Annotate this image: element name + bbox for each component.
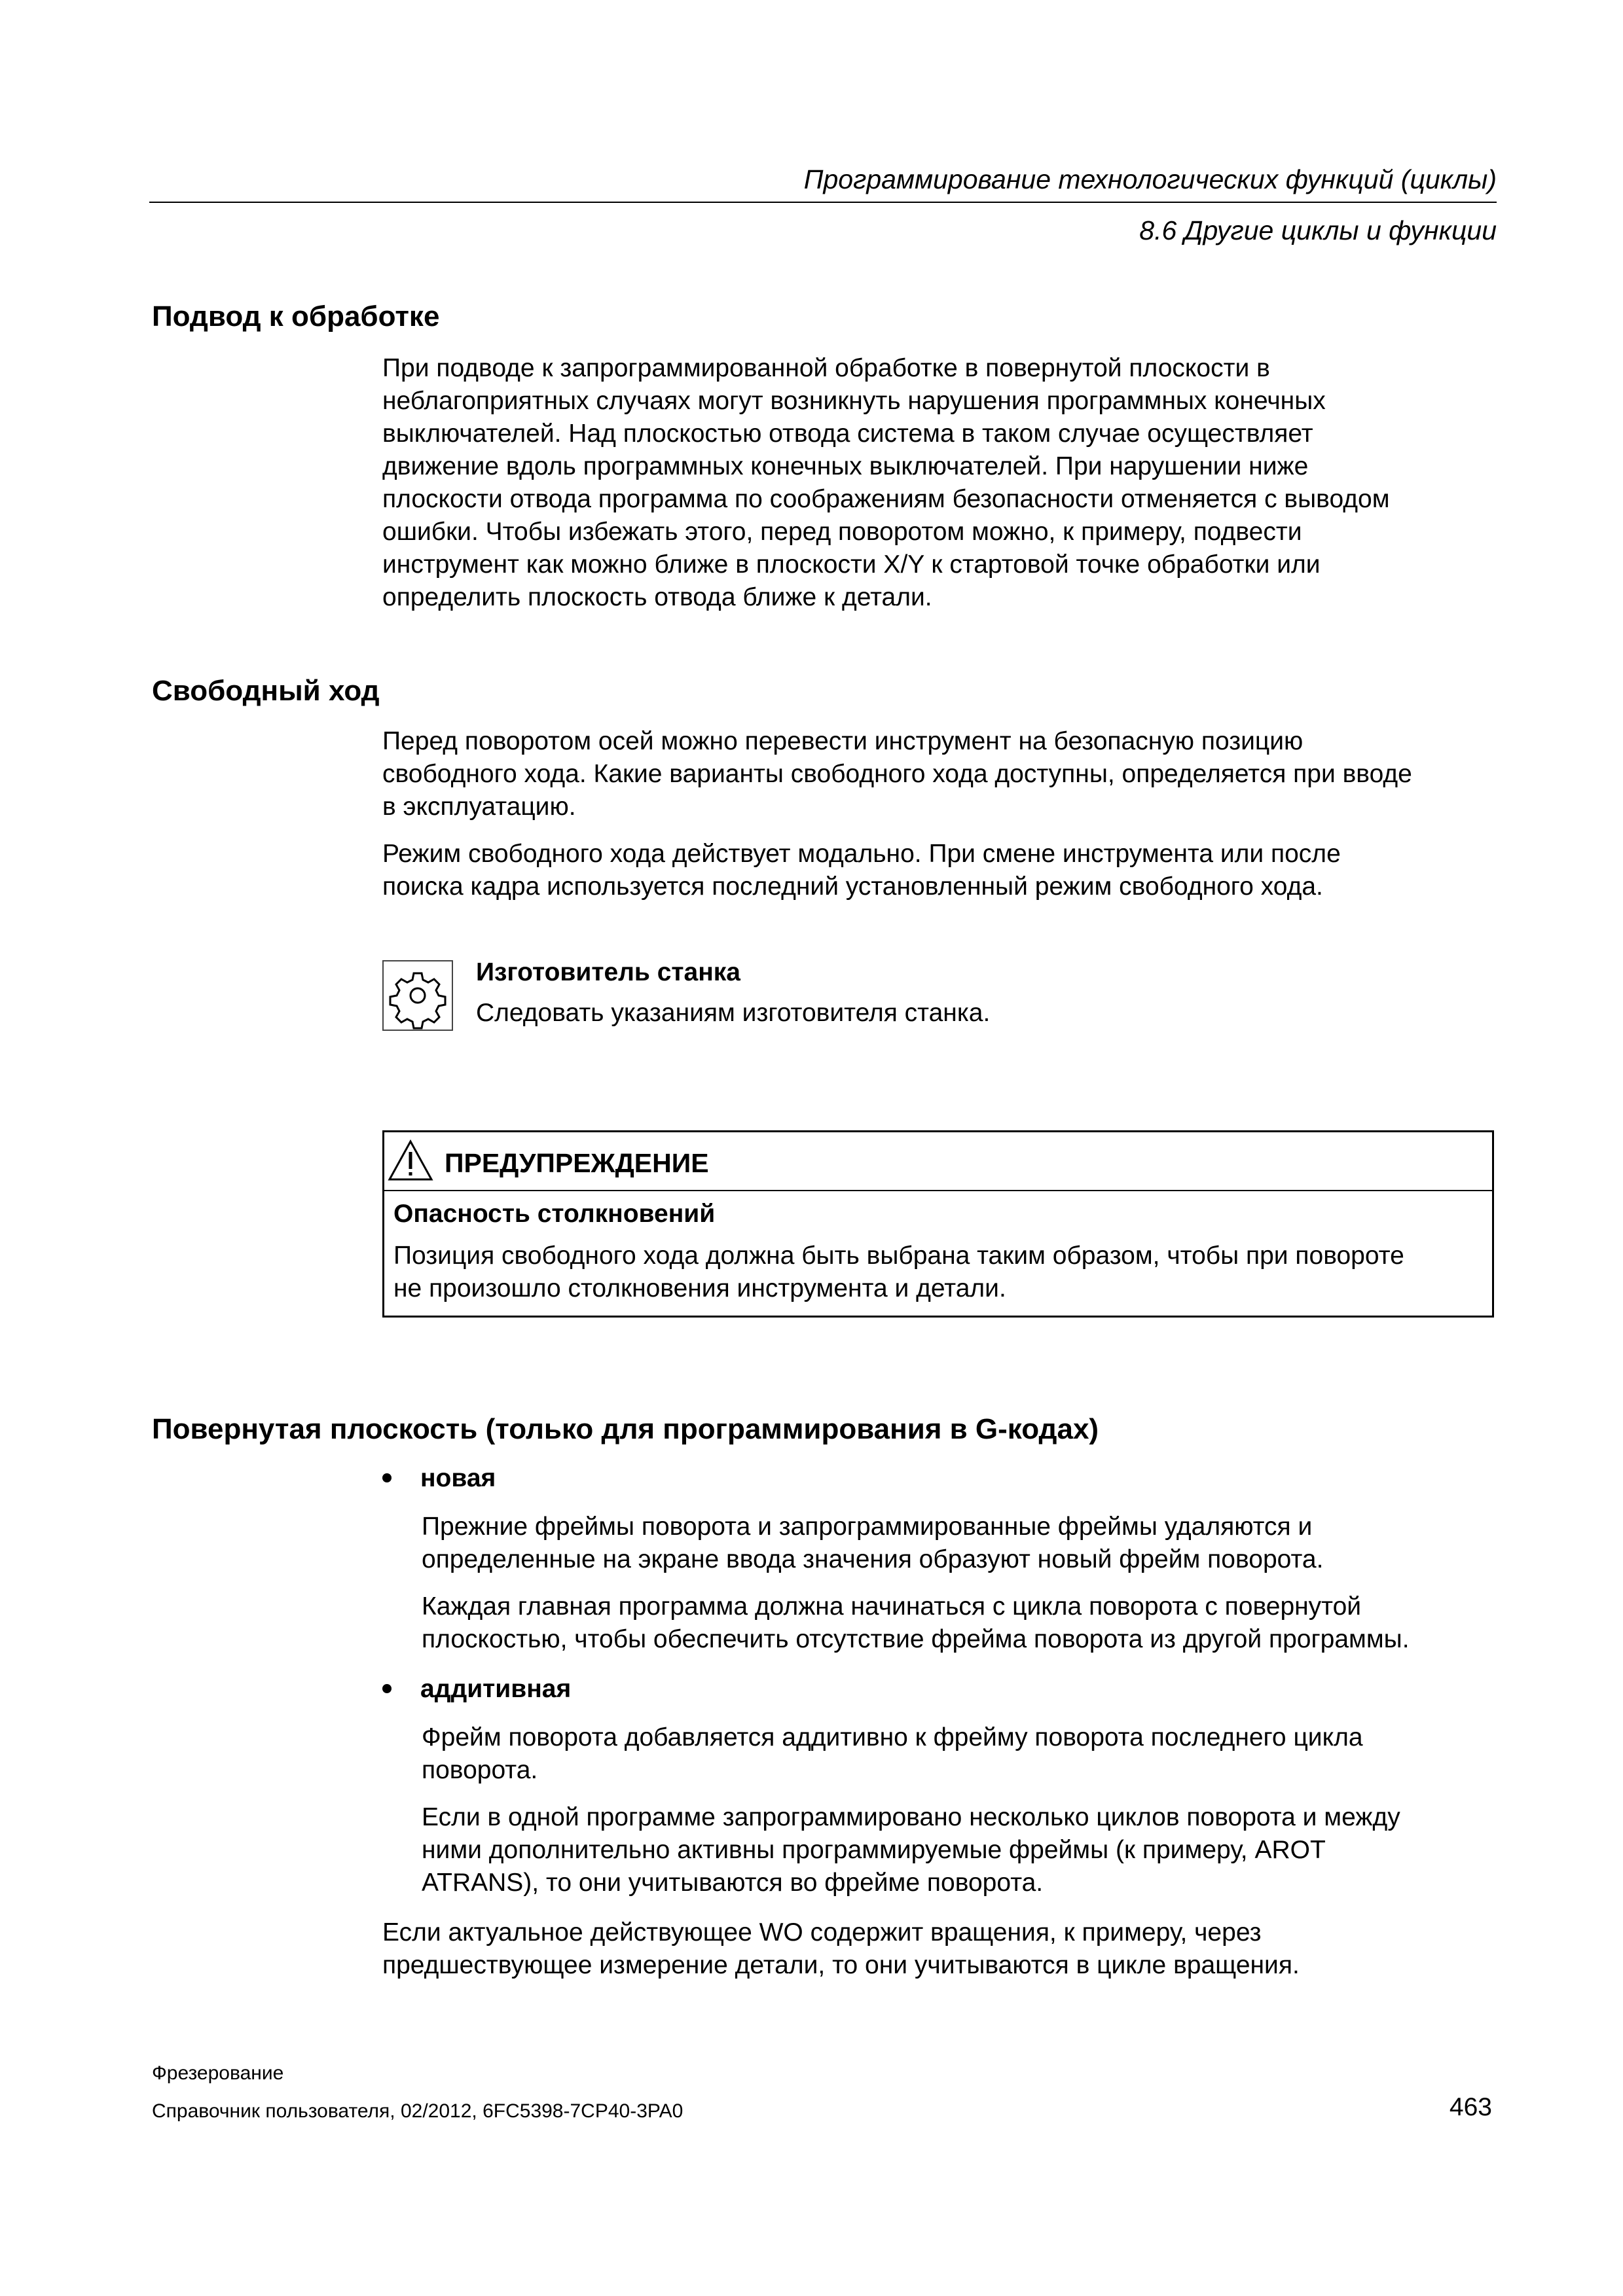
text-line: При подводе к запрограммированной обработке в повернутой плоскости в	[382, 354, 1270, 382]
gear-icon	[382, 960, 453, 1031]
warning-subtitle: Опасность столкновений	[393, 1200, 716, 1228]
warning-title: ПРЕДУПРЕЖДЕНИЕ	[445, 1148, 709, 1178]
text-line: предшествующее измерение детали, то они учитываются в цикле вращения.	[382, 1951, 1300, 1979]
bullet-new-text	[422, 1511, 1495, 1670]
bullet-dot	[382, 1473, 392, 1482]
text-line: Прежние фреймы поворота и запрограммированные фреймы удаляются и	[422, 1513, 1313, 1541]
bullet-new	[382, 1462, 496, 1495]
text-line: ними дополнительно активны программируемые фреймы (к примеру, AROT	[422, 1836, 1326, 1864]
text-line: неблагоприятных случаях могут возникнуть нарушения программных конечных	[382, 387, 1326, 415]
text-line: поворота.	[422, 1756, 538, 1784]
text-line: плоскости отвода программа по соображениям безопасности отменяется с выводом	[382, 485, 1390, 513]
approach-paragraph	[382, 352, 1495, 614]
section-title: 8.6 Другие циклы и функции	[1139, 215, 1497, 245]
paragraph	[422, 1511, 1495, 1576]
text-line: движение вдоль программных конечных выключателей. При нарушении ниже	[382, 452, 1309, 480]
text-line: Каждая главная программа должна начинаться с цикла поворота с повернутой	[422, 1592, 1362, 1621]
note-title: Изготовитель станка	[476, 958, 740, 986]
heading-retract: Свободный ход	[152, 675, 380, 707]
paragraph	[422, 1721, 1495, 1787]
text-line: Позиция свободного хода должна быть выбрана таким образом, чтобы при повороте	[393, 1242, 1404, 1270]
text-line: в эксплуатацию.	[382, 793, 576, 821]
warning-header	[384, 1132, 1492, 1191]
bullet-dot	[382, 1684, 392, 1693]
manufacturer-note	[382, 952, 1495, 1044]
warning-box	[382, 1130, 1494, 1318]
text-line: Фрейм поворота добавляется аддитивно к фрейму поворота последнего цикла	[422, 1723, 1363, 1751]
heading-approach: Подвод к обработке	[152, 300, 440, 332]
bullet-additive-text	[422, 1721, 1495, 1914]
footer-manual-info: Справочник пользователя, 02/2012, 6FC5398-7CP40-3PA0	[152, 2100, 684, 2122]
bullet-additive	[382, 1673, 571, 1706]
text-line: Режим свободного хода действует модально. При смене инструмента или после	[382, 840, 1341, 868]
page-number: 463	[1449, 2093, 1492, 2121]
text-line: инструмент как можно ближе в плоскости X/Y к стартовой точке обработки или	[382, 550, 1321, 579]
bullet-label: аддитивная	[420, 1675, 572, 1703]
text-line: Если актуальное действующее WO содержит вращения, к примеру, через	[382, 1918, 1262, 1946]
chapter-title: Программирование технологических функций (циклы)	[803, 164, 1497, 194]
text-line: ATRANS), то они учитываются во фрейме поворота.	[422, 1869, 1044, 1897]
text-line: не произошло столкновения инструмента и детали.	[393, 1274, 1006, 1302]
heading-swivel-plane: Повернутая плоскость (только для программирования в G-кодах)	[152, 1413, 1099, 1445]
paragraph	[422, 1590, 1495, 1656]
text-line: определенные на экране ввода значения образуют новый фрейм поворота.	[422, 1545, 1324, 1573]
text-line: Если в одной программе запрограммировано несколько циклов поворота и между	[422, 1803, 1400, 1831]
paragraph	[422, 1801, 1495, 1899]
retract-paragraph-2	[382, 838, 1495, 903]
text-line: определить плоскость отвода ближе к детали.	[382, 583, 932, 611]
warning-triangle-icon	[387, 1139, 434, 1182]
header-rule	[149, 202, 1497, 203]
text-line: выключателей. Над плоскостью отвода система в таком случае осуществляет	[382, 420, 1313, 448]
text-line: плоскостью, чтобы обеспечить отсутствие фрейма поворота из другой программы.	[422, 1625, 1410, 1653]
text-line: Перед поворотом осей можно перевести инструмент на безопасную позицию	[382, 727, 1304, 755]
warning-text	[393, 1240, 1487, 1305]
text-line: поиска кадра используется последний установленный режим свободного хода.	[382, 872, 1323, 901]
retract-paragraph-1	[382, 725, 1495, 823]
note-text: Следовать указаниям изготовителя станка.	[476, 999, 991, 1027]
swivel-closing-paragraph	[382, 1916, 1495, 1982]
running-header	[149, 162, 1497, 247]
text-line: свободного хода. Какие варианты свободного хода доступны, определяется при вводе	[382, 760, 1412, 788]
footer-product: Фрезерование	[152, 2062, 284, 2084]
bullet-label: новая	[420, 1464, 496, 1492]
text-line: ошибки. Чтобы избежать этого, перед поворотом можно, к примеру, подвести	[382, 518, 1302, 546]
